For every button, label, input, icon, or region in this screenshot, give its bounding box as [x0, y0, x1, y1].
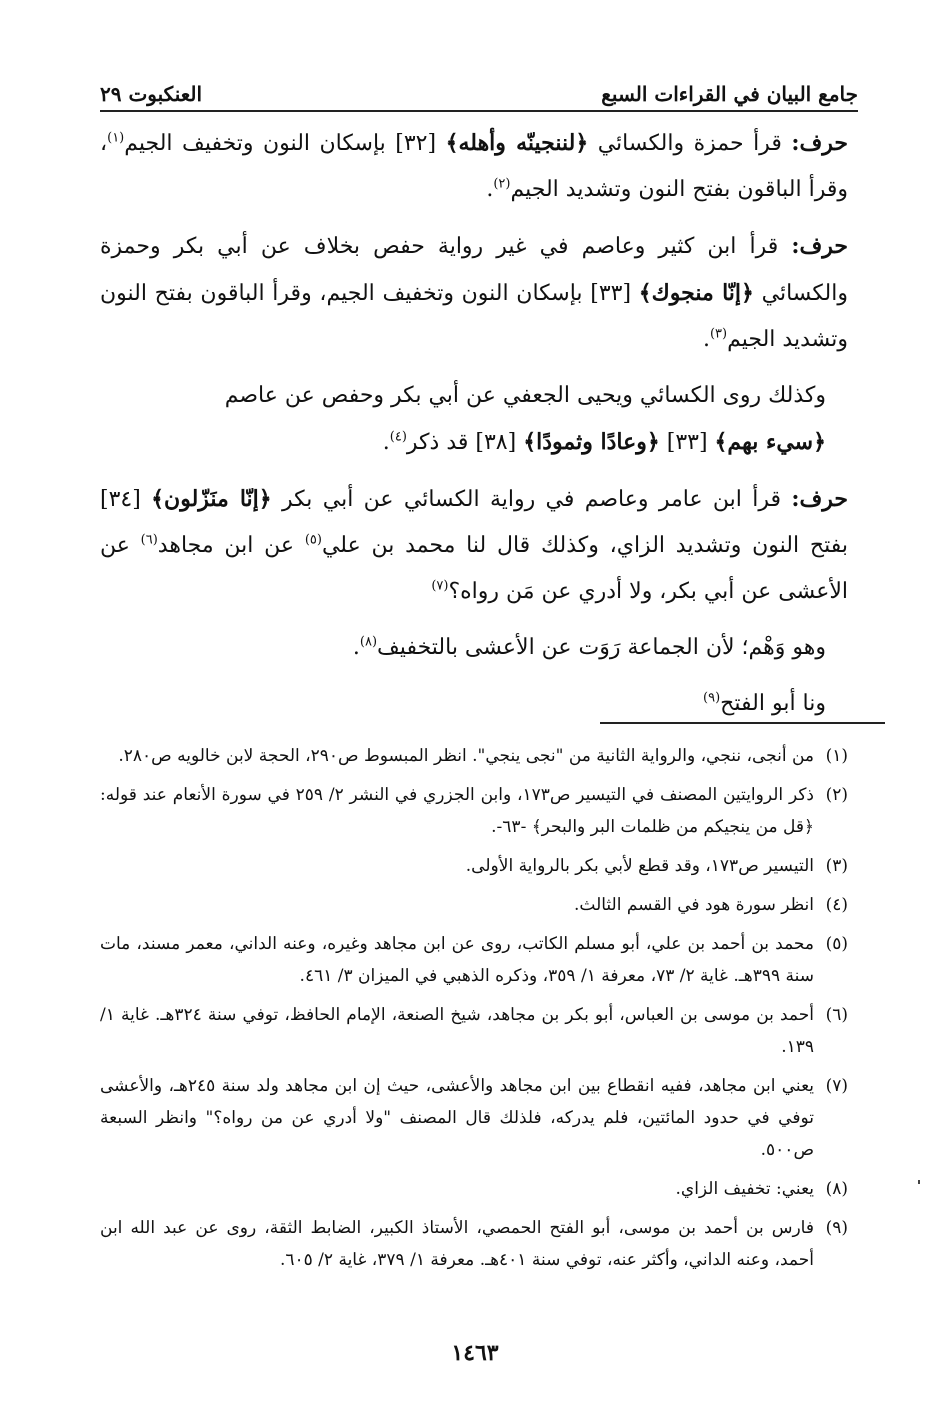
footnote-ref: (٣)	[709, 326, 728, 342]
footnote-number: (٩)	[825, 1218, 848, 1238]
text: قرأ ابن كثير وعاصم في غير رواية حفص بخلاف عن أبي بكر وحمزة والكسائي	[100, 234, 848, 306]
quran-quote: ﴿وعادًا وثمودًا﴾	[523, 429, 660, 455]
paragraph-4	[100, 419, 848, 466]
harf-label: حرف:	[791, 130, 849, 156]
paragraph-5	[100, 476, 848, 615]
footnote-text: من أنجى، ننجي، والرواية الثانية من "نجى ينجي". انظر المبسوط ص٢٩٠، الحجة لابن خالويه ص٢٨٠.	[118, 746, 814, 766]
footnote-ref: (٤)	[389, 429, 407, 445]
footnote	[100, 1212, 848, 1276]
footnote	[100, 1173, 848, 1205]
footnote-number: (٧)	[825, 1076, 848, 1096]
footnote-text: ذكر الروايتين المصنف في التيسير ص١٧٣، وابن الجزري في النشر ٢/ ٢٥٩ في سورة الأنعام عند قوله: ﴿قل من ينجيكم من ظلمات البر والبحر﴾ -٦٣-.	[100, 785, 814, 837]
footnotes	[100, 740, 848, 1283]
text: .	[352, 635, 360, 660]
footnote-text: انظر سورة هود في القسم الثالث.	[573, 895, 814, 915]
quran-quote: ﴿إنّا منجوك﴾	[638, 280, 754, 306]
paragraph-2	[100, 223, 848, 363]
text: .	[382, 430, 390, 455]
footnote	[100, 779, 848, 843]
quran-quote: ﴿سيء بهم﴾	[714, 429, 826, 455]
footnote-ref: (٨)	[359, 634, 378, 650]
footnote-ref: (٦)	[140, 532, 158, 548]
text: قرأ حمزة والكسائي	[588, 131, 792, 156]
footnote-ref: (١)	[107, 130, 125, 146]
text: .	[486, 177, 494, 202]
text: قرأ ابن عامر وعاصم في رواية الكسائي عن أبي بكر	[271, 487, 792, 512]
paragraph-3	[100, 373, 848, 419]
footnote-number: (٤)	[825, 895, 848, 915]
footnote-number: (٣)	[825, 856, 848, 876]
footnote	[100, 928, 848, 992]
footnote-ref: (٢)	[493, 176, 511, 192]
text: عن الأعشى عن أبي بكر، ولا أدري عن مَن رواه؟	[100, 533, 848, 604]
quran-quote: ﴿إنّا منَزّلون﴾	[151, 486, 272, 512]
footnote	[100, 999, 848, 1063]
text: ، وقرأ الباقون بفتح النون وتشديد الجيم	[100, 131, 848, 202]
text: عن ابن مجاهد	[157, 533, 305, 558]
footnote-number: (١)	[825, 746, 848, 766]
footnote-number: (٢)	[825, 785, 848, 805]
footnote-separator	[600, 722, 885, 724]
text: [٣٣]	[659, 430, 715, 455]
harf-label: حرف:	[791, 233, 848, 259]
text: [٣٢] بإسكان النون وتخفيف الجيم	[124, 131, 446, 156]
text: وكذلك روى الكسائي ويحيى الجعفي عن أبي بكر وحفص عن عاصم	[224, 383, 826, 408]
text: [٣٣] بإسكان النون وتخفيف الجيم، وقرأ الباقون بفتح النون وتشديد الجيم	[100, 281, 848, 352]
footnote-text: يعني ابن مجاهد، ففيه انقطاع بين ابن مجاهد والأعشى، حيث إن ابن مجاهد ولد سنة ٢٤٥هـ، والأعشى توفي في حدود المائتين، فلم يدركه، فلذلك قال المصنف "ولا أدري عن من رواه؟" وانظر السبعة ص٥٠٠.	[100, 1076, 814, 1160]
harf-label: حرف:	[791, 486, 849, 512]
footnote-number: (٦)	[825, 1005, 848, 1025]
page-number: ١٤٦٣	[451, 1340, 499, 1366]
footnote-ref: (٥)	[304, 532, 322, 548]
footnote-ref: (٧)	[431, 578, 449, 594]
paragraph-7	[100, 681, 848, 727]
footnote-text: فارس بن أحمد بن موسى، أبو الفتح الحمصي، الأستاذ الكبير، الضابط الثقة، روى عن عبد الله ابن أحمد، وعنه الداني، وأكثر عنه، توفي سنة ٤٠١هـ. معرفة ١/ ٣٧٩، غاية ٢/ ٦٠٥.	[100, 1218, 814, 1270]
footnote-text: محمد بن أحمد بن علي، أبو مسلم الكاتب، روى عن ابن مجاهد وغيره، وعنه الداني، معمر مسند، مات سنة ٣٩٩هـ. غاية ٢/ ٧٣، معرفة ١/ ٣٥٩، وذكره الذهبي في الميزان ٣/ ٤٦١.	[100, 934, 814, 986]
footnote	[100, 850, 848, 882]
main-text	[100, 120, 848, 737]
footnote-ref: (٩)	[703, 690, 721, 706]
text: [٣٨] قد ذكر	[406, 430, 524, 455]
scan-mark	[918, 1180, 920, 1184]
text: .	[702, 327, 710, 352]
footnote-number: (٨)	[825, 1179, 848, 1199]
text: وهو وَهْم؛ لأن الجماعة رَوَت عن الأعشى بالتخفيف	[377, 635, 826, 660]
footnote-text: التيسير ص١٧٣، وقد قطع لأبي بكر بالرواية الأولى.	[465, 856, 814, 876]
text: ونا أبو الفتح	[720, 691, 826, 716]
running-header	[100, 70, 858, 106]
header-rule	[100, 110, 858, 112]
chapter-label: العنكبوت ٢٩	[100, 82, 203, 106]
book-title: جامع البيان في القراءات السبع	[601, 82, 858, 106]
footnote-number: (٥)	[825, 934, 848, 954]
paragraph-6	[100, 625, 848, 671]
footnote	[100, 889, 848, 921]
footnote	[100, 740, 848, 772]
paragraph-1	[100, 120, 848, 213]
text: [٣٤] بفتح النون وتشديد الزاي، وكذلك قال لنا محمد بن علي	[100, 487, 848, 558]
quran-quote: ﴿لننجينّه وأهله﴾	[445, 130, 589, 156]
footnote	[100, 1070, 848, 1166]
footnote-text: أحمد بن موسى بن العباس، أبو بكر بن مجاهد، شيخ الصنعة، الإمام الحافظ، توفي سنة ٣٢٤هـ. غاية ١/ ١٣٩.	[100, 1005, 814, 1057]
footnote-text: يعني: تخفيف الزاي.	[675, 1179, 814, 1199]
